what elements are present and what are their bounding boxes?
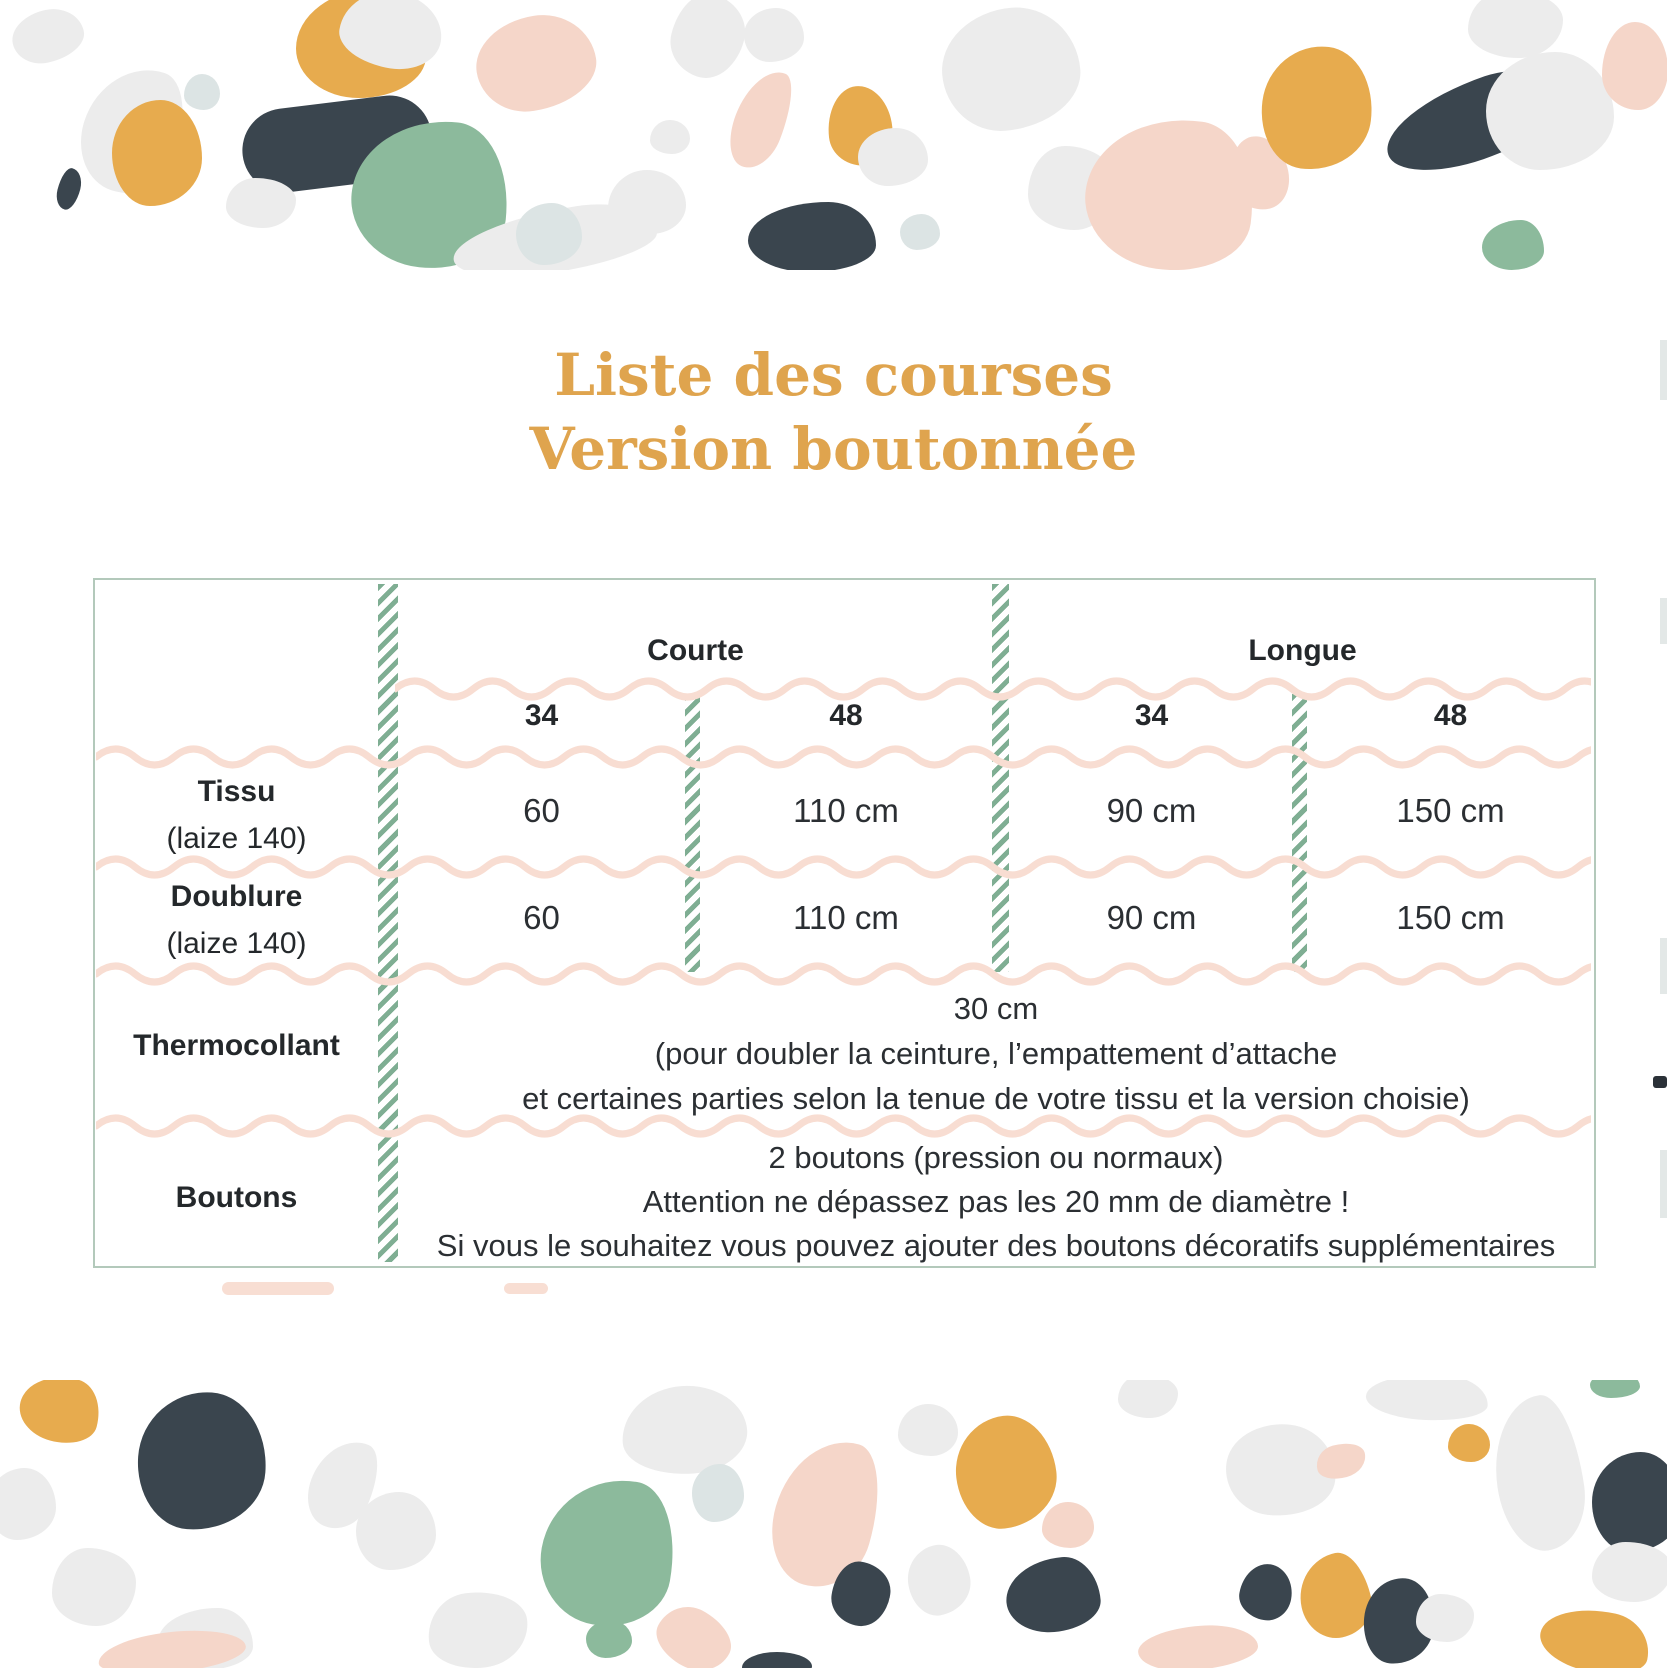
size-header: 48 [829, 699, 863, 732]
note-line: 2 boutons (pression ou normaux) [768, 1140, 1224, 1175]
terrazzo-blob [902, 1540, 975, 1620]
page-title-line2: Version boutonnée [529, 415, 1138, 484]
hatch-divider [378, 584, 398, 1262]
terrazzo-blob [1137, 1622, 1260, 1668]
cell-tissu-longue-34: 90 cm [1106, 792, 1197, 829]
column-group-courte: Courte [647, 634, 744, 667]
row-label-thermocollant: Thermocollant [133, 1029, 340, 1062]
terrazzo-blob [1042, 1502, 1094, 1548]
terrazzo-blob [937, 2, 1085, 136]
cell-tissu-longue-48: 150 cm [1396, 792, 1505, 829]
row-label-doublure [95, 873, 378, 967]
terrazzo-blob [586, 1620, 632, 1658]
terrazzo-blob [748, 202, 876, 270]
edge-sliver [1660, 340, 1667, 400]
terrazzo-blob [1468, 0, 1563, 58]
terrazzo-blob [184, 74, 220, 110]
wave-fragment [504, 1283, 548, 1294]
page-title [0, 338, 1667, 486]
size-header: 48 [1433, 699, 1468, 732]
terrazzo-blob [1590, 1380, 1640, 1398]
terrazzo-blob [1535, 1599, 1655, 1668]
shopping-list-table [93, 578, 1596, 1268]
row-label-main: Doublure [170, 880, 303, 913]
terrazzo-blob [52, 1548, 136, 1626]
row-label-boutons: Boutons [175, 1181, 298, 1214]
terrazzo-blob [1003, 1554, 1103, 1636]
cell-doublure-courte-34: 60 [523, 899, 560, 936]
edge-sliver [1660, 1150, 1667, 1218]
wavy-divider [96, 745, 1591, 769]
row-label-sub: (laize 140) [166, 822, 307, 855]
terrazzo-blob [647, 1596, 741, 1668]
terrazzo-blob [719, 62, 802, 175]
terrazzo-blob [13, 1380, 107, 1451]
terrazzo-band-bottom [0, 1380, 1667, 1668]
terrazzo-blob [53, 166, 85, 212]
terrazzo-blob [1486, 52, 1614, 170]
terrazzo-blob [1602, 22, 1667, 110]
terrazzo-blob [0, 1468, 56, 1540]
terrazzo-blob [1365, 1380, 1489, 1423]
terrazzo-blob [1448, 1424, 1490, 1462]
hatch-divider [685, 694, 700, 972]
cell-doublure-longue-48: 150 cm [1396, 899, 1505, 936]
terrazzo-blob [898, 1404, 958, 1456]
cell-tissu-courte-48: 110 cm [793, 792, 899, 829]
row-label-sub: (laize 140) [166, 927, 307, 960]
cell-thermocollant-note [398, 986, 1594, 1121]
terrazzo-blob [1592, 1542, 1667, 1602]
terrazzo-blob [226, 178, 296, 228]
terrazzo-blob [858, 128, 928, 186]
terrazzo-blob [112, 100, 202, 206]
row-label-main: Tissu [197, 775, 276, 808]
cell-doublure-courte-48: 110 cm [793, 899, 899, 936]
terrazzo-blob [1592, 1452, 1667, 1552]
note-line: 30 cm [953, 991, 1039, 1026]
terrazzo-blob [900, 214, 940, 250]
terrazzo-blob [1416, 1594, 1474, 1642]
terrazzo-blob [356, 1492, 436, 1570]
terrazzo-blob [516, 203, 582, 265]
note-line: Si vous le souhaitez vous pouvez ajouter des boutons décoratifs supplémentaires [436, 1228, 1556, 1263]
terrazzo-blob [742, 1652, 812, 1668]
cell-boutons-note [398, 1136, 1594, 1268]
cell-doublure-longue-34: 90 cm [1106, 899, 1197, 936]
terrazzo-blob [424, 1586, 533, 1668]
size-header: 34 [1134, 699, 1169, 732]
terrazzo-blob [7, 3, 88, 69]
cell-tissu-courte-34: 60 [523, 792, 560, 829]
edge-sliver [1660, 598, 1667, 644]
terrazzo-blob [1118, 1380, 1178, 1418]
terrazzo-blob [1236, 1560, 1297, 1624]
hatch-divider [992, 584, 1009, 972]
terrazzo-blob [608, 170, 686, 234]
terrazzo-band-top [0, 0, 1667, 270]
terrazzo-blob [744, 8, 804, 62]
terrazzo-blob [650, 120, 690, 154]
hatch-divider [1292, 694, 1307, 972]
terrazzo-blob [1486, 1391, 1593, 1556]
terrazzo-blob [469, 7, 602, 119]
terrazzo-blob [1482, 220, 1544, 270]
size-header: 34 [524, 699, 559, 732]
terrazzo-blob [530, 1468, 686, 1637]
page-title-line1: Liste des courses [554, 341, 1113, 409]
row-label-tissu [95, 768, 378, 862]
note-line: Attention ne dépassez pas les 20 mm de diamètre ! [642, 1184, 1350, 1219]
terrazzo-blob [619, 1382, 750, 1479]
terrazzo-blob [692, 1464, 744, 1522]
terrazzo-blob [663, 0, 753, 85]
edge-sliver [1660, 938, 1667, 994]
edge-mark [1653, 1076, 1667, 1088]
terrazzo-blob [133, 1388, 270, 1535]
wave-fragment [222, 1282, 334, 1295]
note-line: (pour doubler la ceinture, l’empattement d’attache [654, 1036, 1338, 1071]
column-group-longue: Longue [1248, 634, 1357, 667]
note-line: et certaines parties selon la tenue de votre tissu et la version choisie) [522, 1081, 1470, 1116]
